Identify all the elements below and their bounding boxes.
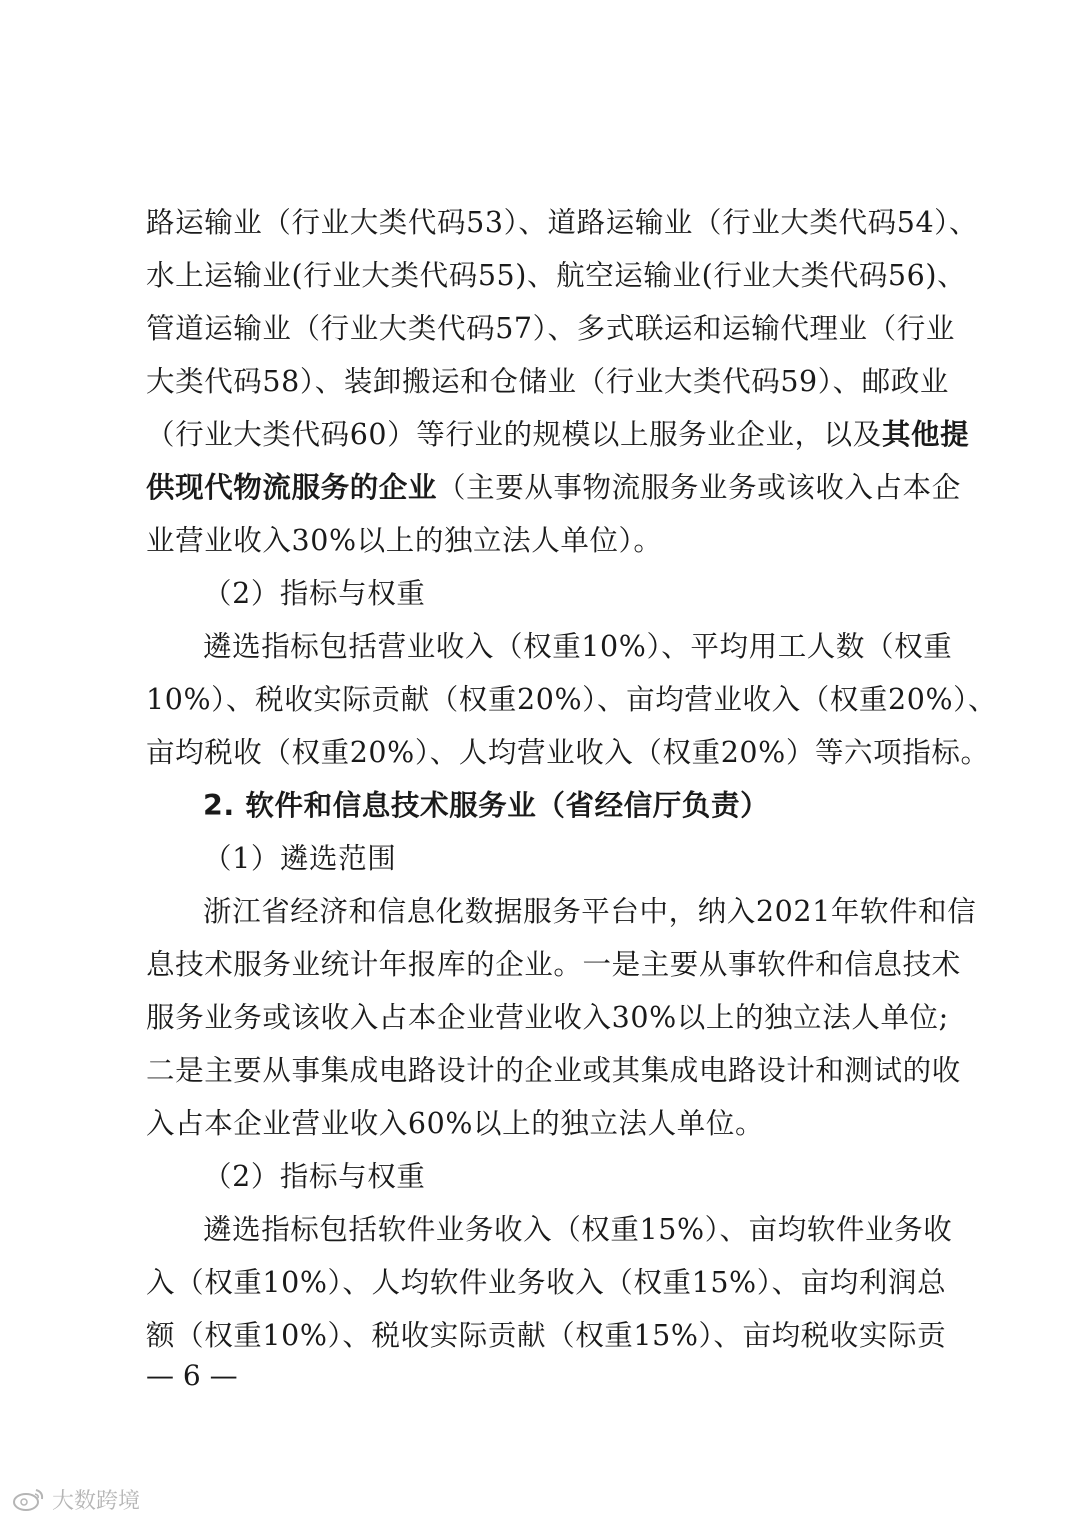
body-line: 遴选指标包括软件业务收入（权重15%）、亩均软件业务收 (203, 1213, 953, 1246)
subsection-heading: （1）遴选范围 (203, 842, 397, 875)
subsection-heading: （2）指标与权重 (203, 1160, 426, 1193)
body-text: （行业大类代码60）等行业的规模以上服务业企业，以及 (146, 418, 882, 451)
bold-text: 其他提 (881, 418, 970, 451)
weibo-logo-icon (12, 1486, 46, 1512)
body-line: 管道运输业（行业大类代码57）、多式联运和运输代理业（行业 (146, 312, 955, 345)
body-text: （主要从事物流服务业务或该收入占本企 (437, 471, 961, 504)
body-line: 水上运输业(行业大类代码55)、航空运输业(行业大类代码56)、 (146, 259, 967, 292)
watermark (12, 1482, 140, 1516)
watermark-text: 大数跨境 (52, 1488, 141, 1514)
body-line: 遴选指标包括营业收入（权重10%）、平均用工人数（权重 (203, 630, 953, 663)
body-line: 业营业收入30%以上的独立法人单位）。 (146, 524, 663, 557)
body-line: 10%）、税收实际贡献（权重20%）、亩均营业收入（权重20%）、 (146, 683, 998, 716)
body-line: 浙江省经济和信息化数据服务平台中，纳入2021年软件和信 (203, 895, 977, 928)
section-heading: 2. 软件和信息技术服务业（省经信厅负责） (203, 789, 770, 822)
body-line: 路运输业（行业大类代码53）、道路运输业（行业大类代码54）、 (146, 206, 979, 239)
body-line: 息技术服务业统计年报库的企业。一是主要从事软件和信息技术 (146, 948, 961, 981)
body-line: 服务业务或该收入占本企业营业收入30%以上的独立法人单位; (146, 1001, 949, 1034)
body-line: 二是主要从事集成电路设计的企业或其集成电路设计和测试的收 (146, 1054, 961, 1087)
body-line-mixed (146, 415, 969, 455)
body-line: 亩均税收（权重20%）、人均营业收入（权重20%）等六项指标。 (146, 736, 990, 769)
body-line-mixed (146, 468, 961, 508)
bold-text: 供现代物流服务的企业 (146, 471, 438, 504)
body-line: 入占本企业营业收入60%以上的独立法人单位。 (146, 1107, 765, 1140)
body-line: 入（权重10%）、人均软件业务收入（权重15%）、亩均利润总 (146, 1266, 947, 1299)
subsection-heading: （2）指标与权重 (203, 577, 426, 610)
page-number: — 6 — (146, 1359, 238, 1392)
body-line: 额（权重10%）、税收实际贡献（权重15%）、亩均税收实际贡 (146, 1319, 947, 1352)
body-line: 大类代码58）、装卸搬运和仓储业（行业大类代码59）、邮政业 (146, 365, 950, 398)
